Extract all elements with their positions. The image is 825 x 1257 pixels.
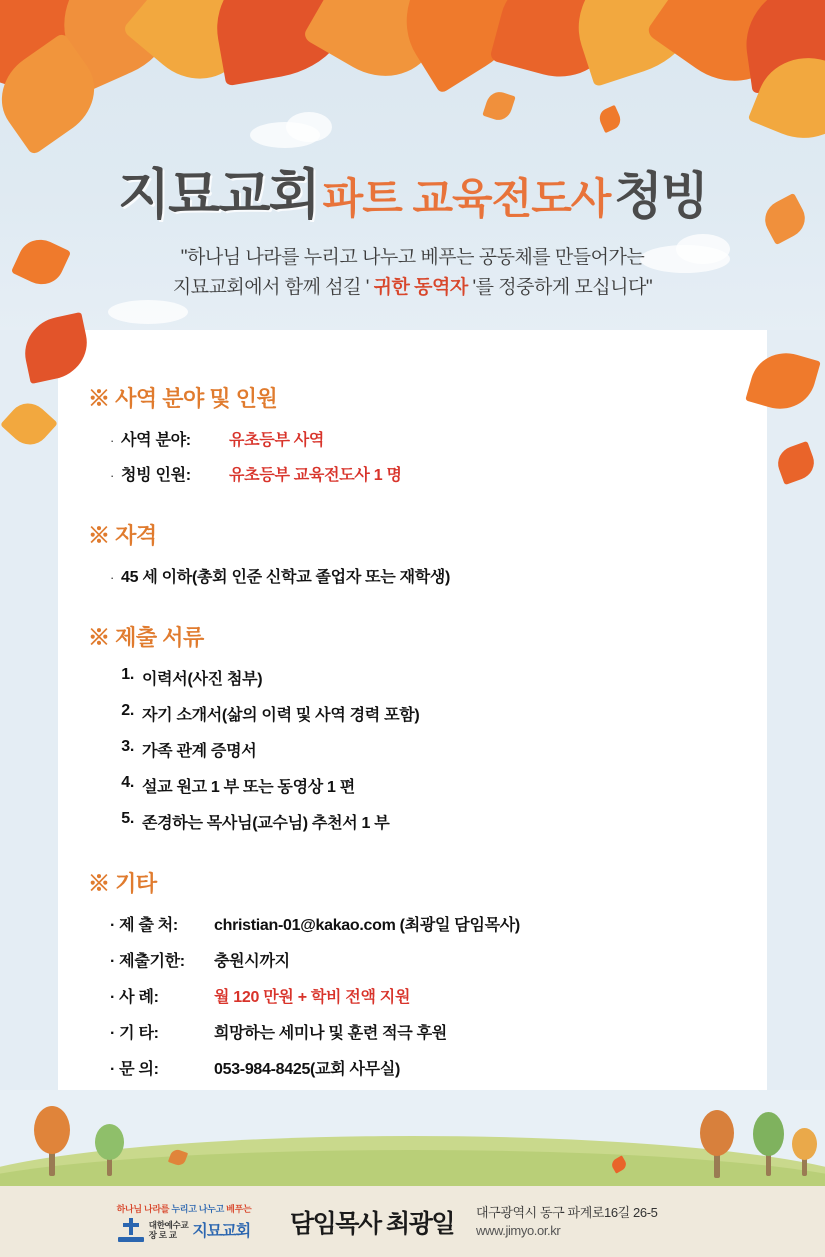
- pastor-name: 담임목사 최광일: [290, 1209, 454, 1238]
- etc-value: 월 120 만원 + 학비 전액 지원: [214, 989, 411, 1006]
- cloud-decor: [286, 112, 332, 142]
- etc-row: [110, 984, 748, 1007]
- logo-church-name: 지묘교회: [192, 1223, 251, 1240]
- etc-label: · 제 출 처:: [110, 917, 178, 934]
- bullet-icon: ·: [110, 433, 115, 448]
- title-main: 지묘교회: [118, 165, 319, 225]
- list-item: 설교 원고 1 부 또는 동영상 1 편: [142, 779, 355, 796]
- title-mid: 파트 교육전도사: [322, 175, 611, 222]
- etc-value: 053-984-8425(교회 사무실): [214, 1061, 401, 1078]
- cross-icon: [118, 1218, 144, 1242]
- section-heading: ※ 자격: [88, 523, 157, 548]
- etc-label: · 기 타:: [110, 1025, 159, 1042]
- etc-value: christian-01@kakao.com (최광일 담임목사): [214, 917, 520, 934]
- etc-row: [110, 1020, 748, 1043]
- poster-footer: [0, 1186, 825, 1257]
- poster-title: [0, 152, 825, 229]
- bullet-icon: ·: [110, 570, 115, 585]
- field-label: 사역 분야:: [121, 432, 191, 449]
- denomination-line-2: 장 로 교: [148, 1229, 177, 1240]
- church-website[interactable]: www.jimyo.or.kr: [476, 1222, 561, 1238]
- logo-slogan: [96, 1202, 272, 1215]
- poster-subtitle: [0, 243, 825, 303]
- subtitle-line-2: [0, 273, 825, 303]
- tree-icon: [95, 1124, 124, 1160]
- logo-main: [96, 1218, 272, 1242]
- field-value: 유초등부 교육전도사 1 명: [229, 467, 402, 484]
- tree-icon: [753, 1112, 784, 1156]
- tree-icon: [34, 1106, 70, 1154]
- section-heading: ※ 제출 서류: [88, 625, 204, 650]
- title-last: 청빙: [614, 168, 707, 224]
- list-item: 자기 소개서(삶의 이력 및 사역 경력 포함): [142, 707, 420, 724]
- etc-label: · 문 의:: [110, 1061, 159, 1078]
- left-margin-band: [0, 330, 58, 1120]
- section-ministry-field: [88, 382, 748, 485]
- list-item: 존경하는 목사님(교수님) 추천서 1 부: [142, 815, 390, 832]
- list-item: 가족 관계 증명서: [142, 743, 257, 760]
- section-documents: [88, 621, 748, 833]
- cloud-decor: [108, 300, 188, 324]
- subtitle-line2-post: '를 정중하게 모십니다": [467, 277, 653, 298]
- field-row: [110, 462, 748, 485]
- church-logo: [96, 1202, 272, 1242]
- field-label: 청빙 인원:: [121, 467, 191, 484]
- bullet-icon: ·: [110, 468, 115, 483]
- section-qualification: [88, 519, 748, 587]
- logo-slogan-red-2: 베푸는: [226, 1203, 252, 1214]
- poster-content: [88, 382, 748, 1113]
- section-etc: [88, 867, 748, 1079]
- etc-row: [110, 912, 748, 935]
- field-row: [110, 427, 748, 450]
- church-contact: [476, 1204, 657, 1240]
- list-item: 이력서(사진 첨부): [142, 671, 263, 688]
- documents-list: [88, 666, 748, 833]
- field-value: 유초등부 사역: [229, 432, 325, 449]
- etc-value: 충원시까지: [214, 953, 290, 970]
- tree-icon: [792, 1128, 817, 1160]
- qualification-text: 45 세 이하(총회 인준 신학교 졸업자 또는 재학생): [121, 569, 451, 586]
- logo-slogan-blue: 누리고 나누고: [171, 1203, 227, 1214]
- tree-icon: [700, 1110, 734, 1156]
- qualification-row: [110, 564, 748, 587]
- subtitle-highlight: 귀한 동역자: [373, 277, 468, 298]
- section-heading: ※ 사역 분야 및 인원: [88, 386, 278, 411]
- etc-label: · 사 례:: [110, 989, 159, 1006]
- subtitle-line2-pre: 지묘교회에서 함께 섬길 ': [172, 277, 374, 298]
- logo-denomination: [149, 1220, 189, 1240]
- etc-row: [110, 1056, 748, 1079]
- denomination-line-1: 대한예수교: [148, 1219, 189, 1230]
- section-heading: ※ 기타: [88, 871, 157, 896]
- etc-row: [110, 948, 748, 971]
- etc-value: 희망하는 세미나 및 훈련 적극 후원: [214, 1025, 447, 1042]
- subtitle-line-1: "하나님 나라를 누리고 나누고 베푸는 공동체를 만들어가는: [180, 247, 645, 268]
- logo-slogan-red-1: 하나님 나라를: [116, 1203, 172, 1214]
- etc-label: · 제출기한:: [110, 953, 185, 970]
- church-address: 대구광역시 동구 파계로16길 26-5: [476, 1204, 658, 1220]
